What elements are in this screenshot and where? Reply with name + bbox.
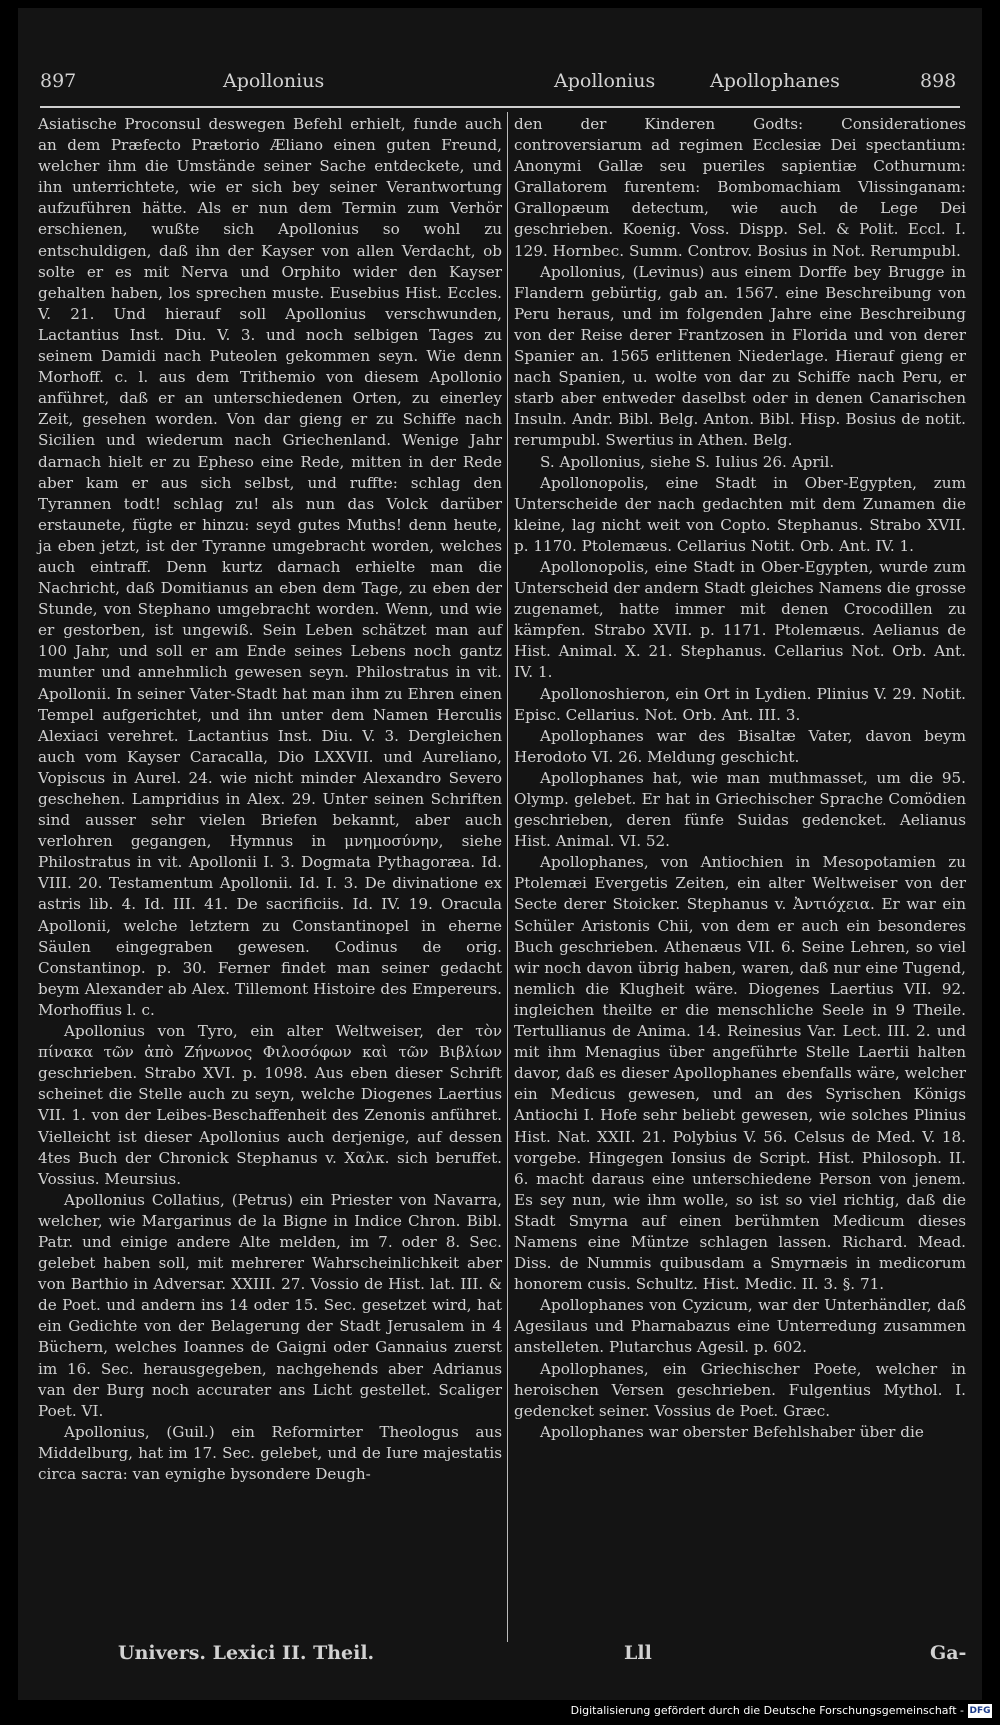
footer-catchword: Ga- — [930, 1642, 967, 1664]
left-column — [38, 114, 502, 1485]
header-rule — [40, 106, 960, 108]
footer-signature: Lll — [624, 1642, 652, 1664]
paragraph: Apollophanes, ein Griechischer Poete, welcher in heroischen Versen geschrieben. Fulgentius Mythol. I. gedencket seiner. Vossius de Poet. Græc. — [514, 1359, 966, 1420]
paragraph: Apollonoshieron, ein Ort in Lydien. Plinius V. 29. Notit. Episc. Cellarius. Not. Orb. Ant. III. 3. — [514, 684, 966, 724]
paragraph: Apollonius von Tyro, ein alter Weltweiser, der τὸν πίνακα τῶν ἀπὸ Ζήνωνος Φιλοσόφων καὶ τῶν Βιβλίων geschrieben. Strabo XVI. p. 1098. Aus eben dieser Schrift scheinet die Stelle auch zu seyn, welche Diogenes Laertius VII. 1. von der Leibes-Beschaffenheit des Zenonis anführet. Vielleicht ist dieser Apollonius auch derjenige, auf dessen 4tes Buch der Chronick Stephanus v. Χαλκ. sich beruffet. Vossius. Meursius. — [38, 1022, 502, 1188]
paragraph: Apollophanes von Cyzicum, war der Unterhändler, daß Agesilaus und Pharnabazus eine Unterredung zusammen anstelleten. Plutarchus Agesil. p. 602. — [514, 1296, 966, 1357]
paragraph: den der Kinderen Godts: Considerationes controversiarum ad regimen Ecclesiæ Dei spectantium: Anonymi Gallæ seu pueriles sapientiæ Cothurnum: Grallatorem furentem: Bombomachiam Vlissinganam: Grallopæum detectum, wie auch de Lege Dei geschrieben. Koenig. Voss. Dispp. Sel. & Polit. Eccl. I. 129. Hornbec. Summ. Controv. Bosius in Not. Rerumpubl. — [514, 115, 966, 260]
credit-text: Digitalisierung gefördert durch die Deutsche Forschungsgemeinschaft - — [570, 1704, 964, 1717]
page-number-left: 897 — [40, 70, 77, 92]
footer-volume: Univers. Lexici II. Theil. — [118, 1642, 375, 1664]
dfg-logo: DFG — [969, 1706, 991, 1716]
right-column — [514, 114, 966, 1443]
paragraph: Apollonopolis, eine Stadt in Ober-Egypten, zum Unterscheide der nach gedachten mit dem Zunamen die kleine, lag nicht weit von Copto. Stephanus. Strabo XVII. p. 1170. Ptolemæus. Cellarius Notit. Orb. Ant. IV. 1. — [514, 473, 966, 555]
paragraph: Apollophanes war oberster Befehlshaber über die — [540, 1422, 924, 1441]
paragraph: Apollophanes, von Antiochien in Mesopotamien zu Ptolemæi Evergetis Zeiten, ein alter Weltweiser von der Secte derer Stoicker. Stephanus v. Ἀντιόχεια. Er war ein Schüler Aristonis Chii, von dem er auch ein besonderes Buch geschrieben. Athenæus VII. 6. Seine Lehren, so viel wir noch davon übrig haben, waren, daß nur eine Tugend, nemlich die Klugheit wäre. Diogenes Laertius VII. 92. ingleichen theilte er die menschliche Seele in 9 Theile. Tertullianus de Anima. 14. Reinesius Var. Lect. III. 2. und mit ihm Menagius über angeführte Stelle Laertii halten davor, daß es dieser Apollophanes ebenfalls wäre, welcher ein Medicus gewesen, und an des Syrischen Königs Antiochi I. Hofe sehr beliebt gewesen, wie solches Plinius Hist. Nat. XXII. 21. Polybius V. 56. Celsus de Med. V. 18. vorgebe. Hingegen Ionsius de Script. Hist. Philosoph. II. 6. macht daraus eine unterschiedene Person von jenem. Es sey nun, wie ihm wolle, so ist so viel richtig, daß die Stadt Smyrna auf einen berühmten Medicum dieses Namens eine Müntze schlagen lassen. Richard. Mead. Diss. de Nummis quibusdam a Smyrnæis in medicorum honorem cusis. Schultz. Hist. Medic. II. 3. §. 71. — [514, 853, 967, 1294]
paragraph: Asiatische Proconsul deswegen Befehl erhielt, funde auch an dem Præfecto Prætorio Æliano einen guten Freund, welcher ihm die Umstände seiner Sache entdeckete, und ihn unterrichtete, wie er sich bey seiner Verantwortung aufzuführen hätte. Als er nun dem Termin zum Verhör erschienen, wußte sich Apollonius so wohl zu entschuldigen, daß ihn der Kayser von allen Verdacht, ob solte er es mit Nerva und Orphito wider den Kayser gehalten haben, los sprechen muste. Eusebius Hist. Eccles. V. 21. Und hierauf soll Apollonius verschwunden, Lactantius Inst. Diu. V. 3. und noch selbigen Tages zu seinem Damidi nach Puteolen gekommen seyn. Wie denn Morhoff. c. l. aus dem Trithemio von diesem Apollonio anführet, daß er an unterschiedenen Orten, zu einerley Zeit, gesehen worden. Von dar gieng er zu Schiffe nach Sicilien und wiederum nach Griechenland. Wenige Jahr darnach hielt er zu Epheso eine Rede, mitten in der Rede aber kam er aus sich selbst, und ruffte: schlag den Tyrannen todt! schlag zu! als nun das Volck darüber erstaunete, fügte er hinzu: seyd gutes Muths! denn heute, ja eben jetzt, ist der Tyranne umgebracht worden, welches auch eintraff. Denn kurtz darnach erhielte man die Nachricht, daß Domitianus an eben dem Tage, zu eben der Stunde, von Stephano umgebracht worden. Wenn, und wie er gestorben, ist ungewiß. Sein Leben schätzet man auf 100 Jahr, und soll er am Ende seines Lebens noch gantz munter und annehmlich gewesen seyn. Philostratus in vit. Apollonii. In seiner Vater-Stadt hat man ihm zu Ehren einen Tempel aufgerichtet, und ihn unter dem Namen Herculis Alexiaci verehret. Lactantius Inst. Diu. V. 3. Dergleichen auch vom Kayser Caracalla, Dio LXXVII. und Aureliano, Vopiscus in Aurel. 24. wie nicht minder Alexandro Severo geschehen. Lampridius in Alex. 29. Unter seinen Schriften sind ausser sehr vielen Briefen bekannt, aber auch verlohren gegangen, Hymnus in μνημοσύνην, siehe Philostratus in vit. Apollonii I. 3. Dogmata Pythagoræa. Id. VIII. 20. Testamentum Apollonii. Id. I. 3. De divinatione ex astris lib. 4. Id. III. 41. De sacrificiis. Id. IV. 19. Oracula Apollonii, welche letztern zu Constantinopel in eherne Säulen eingegraben gewesen. Codinus de orig. Constantinop. p. 30. Ferner findet man seiner gedacht beym Alexander ab Alex. Tillemont Histoire des Empereurs. Morhoffius l. c. — [38, 115, 502, 1019]
paragraph: S. Apollonius, siehe S. Iulius 26. April. — [540, 452, 835, 471]
page-header — [18, 70, 982, 104]
running-head-left: Apollonius — [223, 70, 325, 92]
paragraph: Apollonopolis, eine Stadt in Ober-Egypten, wurde zum Unterscheid der andern Stadt gleiches Namens die grosse zugenamet, hatte immer mit denen Crocodillen zu kämpfen. Strabo XVII. p. 1171. Ptolemæus. Aelianus de Hist. Animal. X. 21. Stephanus. Cellarius Not. Orb. Ant. IV. 1. — [514, 557, 966, 682]
running-head-right: Apollophanes — [710, 70, 840, 92]
page-number-right: 898 — [920, 70, 957, 92]
scanned-page — [18, 8, 982, 1708]
column-divider — [507, 112, 508, 1642]
paragraph: Apollonius Collatius, (Petrus) ein Priester von Navarra, welcher, wie Margarinus de la Bigne in Indice Chron. Bibl. Patr. und einige andere Alte melden, im 7. oder 8. Sec. gelebet haben soll, mit mehrerer Wahrscheinlichkeit aber von Barthio in Adversar. XXIII. 27. Vossio de Hist. lat. III. & de Poet. und andern ins 14 oder 15. Sec. gesetzet wird, hat ein Gedichte von der Belagerung der Stadt Jerusalem in 4 Büchern, welches Ioannes de Gaigni oder Gannaius zuerst im 16. Sec. herausgegeben, nachgehends aber Adrianus van der Burg noch accurater ans Licht gestellet. Scaliger Poet. VI. — [38, 1190, 502, 1420]
paragraph: Apollophanes hat, wie man muthmasset, um die 95. Olymp. gelebet. Er hat in Griechischer Sprache Comödien geschrieben, deren fünfe Suidas gedencket. Aelianus Hist. Animal. VI. 52. — [514, 768, 966, 851]
paragraph: Apollonius, (Levinus) aus einem Dorffe bey Brugge in Flandern gebürtig, gab an. 1567. eine Beschreibung von Peru heraus, und im folgenden Jahre eine Beschreibung von der Reise derer Frantzosen in Florida und von derer Spanier an. 1565 erlittenen Niederlage. Hierauf gieng er nach Spanien, u. wolte von dar zu Schiffe nach Peru, er starb aber entweder daselbst oder in denen Canarischen Insuln. Andr. Bibl. Belg. Anton. Bibl. Hisp. Bosius de notit. rerumpubl. Swertius in Athen. Belg. — [514, 262, 966, 450]
running-head-middle: Apollonius — [554, 70, 656, 92]
paragraph: Apollophanes war des Bisaltæ Vater, davon beym Herodoto VI. 26. Meldung geschicht. — [514, 726, 966, 766]
paragraph: Apollonius, (Guil.) ein Reformirter Theologus aus Middelburg, hat im 17. Sec. gelebet, und de Iure majestatis circa sacra: van eynighe bysondere Deugh- — [38, 1422, 502, 1483]
